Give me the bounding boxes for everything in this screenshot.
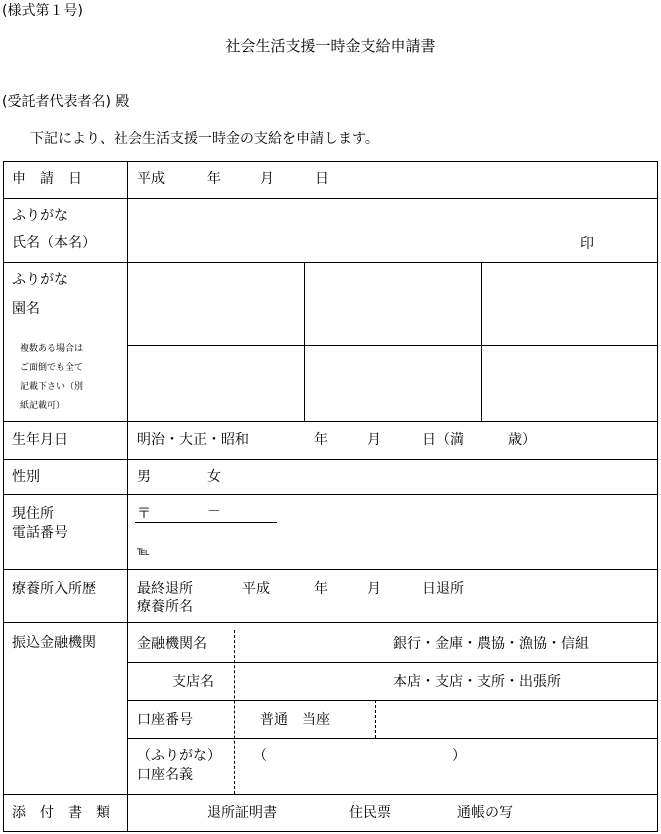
application-date-era: 平成	[137, 171, 165, 187]
institution-types: 銀行・金庫・農協・漁協・信組	[393, 636, 589, 652]
table-border-top	[3, 161, 658, 162]
holder-name-field[interactable]	[240, 766, 652, 790]
row-divider	[3, 494, 658, 495]
facility-cell[interactable]	[130, 265, 302, 343]
attachment-discharge-certificate: 退所証明書	[207, 805, 277, 821]
bank-sub-divider	[127, 662, 658, 663]
attachment-passbook-copy: 通帳の写	[457, 805, 513, 821]
account-number-label: 口座番号	[137, 712, 193, 728]
addressee: (受託者代表者名) 殿	[2, 94, 130, 110]
intro-text: 下記により、社会生活支援一時金の支給を申請します。	[30, 131, 379, 147]
account-type-options[interactable]: 普通 当座	[260, 712, 330, 728]
gender-male-option[interactable]: 男	[137, 469, 151, 485]
branch-name-label: 支店名	[172, 674, 214, 690]
postal-code-underline	[135, 522, 277, 523]
facility-cell[interactable]	[307, 348, 479, 420]
discharge-year: 年	[314, 581, 328, 597]
row-divider	[3, 569, 658, 570]
holder-furigana-field[interactable]	[268, 744, 448, 764]
bank-sub-divider	[127, 700, 658, 701]
facility-cell[interactable]	[130, 348, 302, 420]
birth-date-label: 生年月日	[12, 432, 68, 448]
row-divider	[3, 198, 658, 199]
row-divider	[3, 459, 658, 460]
gender-female-option[interactable]: 女	[207, 469, 221, 485]
form-number: (様式第１号)	[2, 3, 83, 19]
sanatorium-history-label: 療養所入所歴	[12, 581, 96, 597]
birth-date-age: 歳）	[508, 432, 536, 448]
postal-mark: 〒	[137, 506, 151, 522]
facility-grid-line	[481, 262, 482, 422]
holder-paren-close: ）	[452, 748, 466, 764]
address-field[interactable]	[290, 498, 650, 528]
holder-furigana-label: （ふりがな）	[137, 748, 221, 764]
holder-name-label: 口座名義	[137, 767, 193, 783]
discharge-month: 月	[367, 581, 381, 597]
document-title: 社会生活支援一時金支給申請書	[225, 37, 436, 55]
tel-mark: ℡	[137, 544, 150, 558]
row-divider	[3, 794, 658, 795]
birth-date-year: 年	[314, 432, 328, 448]
attachment-resident-record: 住民票	[349, 805, 391, 821]
facility-grid-line	[127, 345, 658, 346]
application-date-month: 月	[260, 171, 274, 187]
institution-name-label: 金融機関名	[137, 636, 207, 652]
table-border-bottom	[3, 831, 658, 832]
postal-code-first-field[interactable]	[150, 500, 200, 520]
holder-paren-open: （	[253, 748, 267, 764]
branch-types: 本店・支店・支所・出張所	[393, 674, 561, 690]
facility-label: 園名	[12, 301, 40, 317]
facility-cell[interactable]	[484, 265, 656, 343]
sanatorium-name-label: 療養所名	[137, 599, 193, 615]
postal-code-second-field[interactable]	[222, 500, 277, 520]
name-furigana-label: ふりがな	[12, 208, 68, 224]
postal-dash: －	[207, 504, 221, 520]
branch-name-field[interactable]	[240, 666, 385, 696]
name-label: 氏名（本名）	[12, 235, 96, 251]
application-date-day: 日	[315, 171, 329, 187]
birth-date-eras: 明治・大正・昭和	[137, 432, 249, 448]
row-divider	[3, 622, 658, 623]
bank-label: 振込金融機関	[12, 635, 96, 651]
sanatorium-name-field[interactable]	[215, 598, 645, 618]
name-field[interactable]	[133, 202, 573, 257]
address-label: 現住所	[12, 506, 54, 522]
discharge-day: 日退所	[422, 581, 464, 597]
facility-furigana-label: ふりがな	[12, 272, 68, 288]
birth-date-day: 日（満	[422, 432, 464, 448]
account-number-field[interactable]	[380, 704, 652, 734]
facility-grid-line	[304, 262, 305, 422]
seal-mark: 印	[580, 236, 594, 252]
facility-cell[interactable]	[307, 265, 479, 343]
institution-name-field[interactable]	[240, 628, 385, 658]
attachments-label: 添 付 書 類	[12, 805, 110, 821]
application-date-year: 年	[207, 171, 221, 187]
gender-label: 性別	[12, 469, 40, 485]
last-discharge-label: 最終退所	[137, 581, 193, 597]
facility-cell[interactable]	[484, 348, 656, 420]
account-type-dashed-divider	[375, 700, 376, 738]
application-date-label: 申 請 日	[12, 171, 82, 187]
row-divider	[3, 262, 658, 263]
birth-date-month: 月	[367, 432, 381, 448]
application-date-field[interactable]	[133, 164, 653, 194]
bank-dashed-divider	[234, 630, 235, 794]
facility-note: 複数ある場合は ご面倒でも全て 記載下さい（別 紙記載可）	[20, 344, 84, 411]
discharge-era: 平成	[242, 581, 270, 597]
bank-sub-divider	[127, 738, 658, 739]
phone-field[interactable]	[155, 540, 455, 564]
phone-label: 電話番号	[12, 525, 68, 541]
row-divider	[3, 421, 658, 422]
